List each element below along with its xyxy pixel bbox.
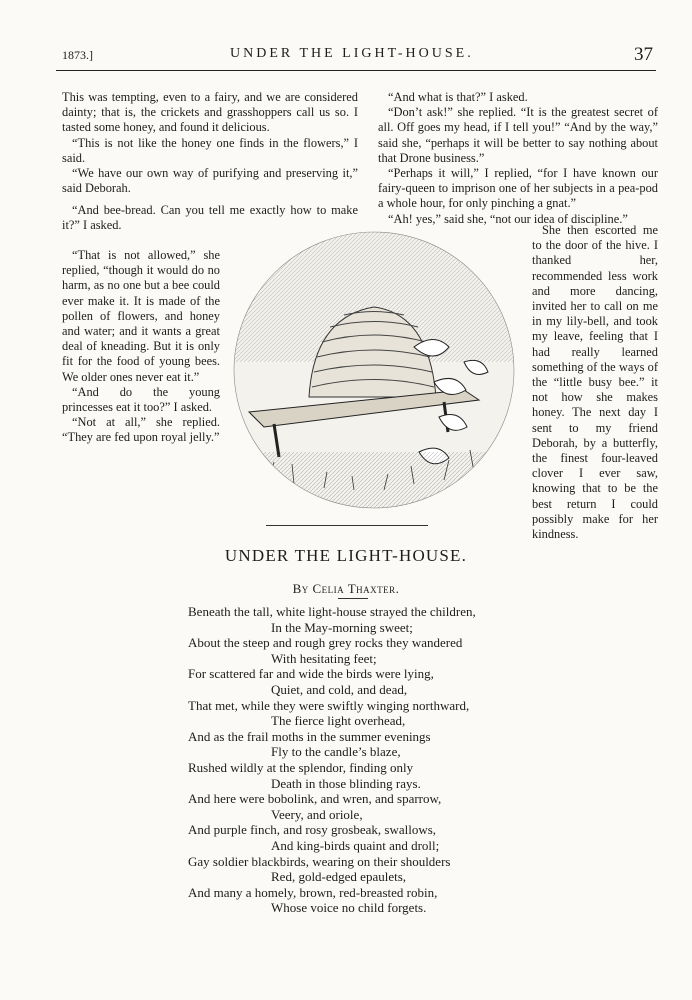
poem-line: Quiet, and cold, and dead, bbox=[271, 681, 408, 697]
poem-line: And many a homely, brown, red-breasted robin, bbox=[188, 884, 438, 900]
poem-line: For scattered far and wide the birds were lying, bbox=[188, 666, 434, 682]
right-narrow-text bbox=[532, 223, 658, 542]
poem-line: And as the frail moths in the summer evenings bbox=[188, 728, 431, 744]
paragraph: “Perhaps it will,” I replied, “for I have known our fairy-queen to imprison one of her subjects in a pea-pod a whole hour, for only pinching a gnat.” bbox=[378, 166, 658, 211]
running-title: UNDER THE LIGHT-HOUSE. bbox=[230, 46, 474, 61]
header-year: 1873.] bbox=[62, 48, 93, 62]
header-rule bbox=[56, 70, 656, 71]
poem-line: About the steep and rough grey rocks they wandered bbox=[188, 635, 463, 651]
poem-line: That met, while they were swiftly winging northward, bbox=[188, 697, 470, 713]
paragraph: “We have our own way of purifying and preserving it,” said Deborah. bbox=[62, 166, 358, 196]
poem-line: Red, gold-edged epaulets, bbox=[271, 869, 407, 885]
left-column-text bbox=[62, 90, 358, 202]
paragraph-bee-bread: “And bee-bread. Can you tell me exactly how to make it?” I asked. bbox=[62, 203, 358, 233]
poem-line: Beneath the tall, white light-house strayed the children, bbox=[188, 604, 476, 619]
poem-title: UNDER THE LIGHT-HOUSE. bbox=[224, 546, 468, 565]
poem-line: Rushed wildly at the splendor, finding only bbox=[188, 759, 414, 775]
paragraph: “Ah! yes,” said she, “not our idea of discipline.” bbox=[388, 211, 628, 226]
poem-line: With hesitating feet; bbox=[271, 650, 377, 666]
poem-line: Death in those blinding rays. bbox=[271, 775, 421, 791]
poem-line: Veery, and oriole, bbox=[271, 806, 363, 822]
byline-rule bbox=[338, 598, 368, 599]
poem-body bbox=[188, 604, 628, 916]
page-number: 37 bbox=[634, 44, 653, 65]
paragraph: “Don’t ask!” she replied. “It is the greatest secret of all. Off goes my head, if I tell you!” “And by the way,” said she, “perhaps it will be better to say nothing about that Drone business.” bbox=[378, 105, 658, 165]
poem-line: Whose voice no child forgets. bbox=[271, 900, 427, 916]
paragraph: “That is not allowed,” she replied, “though it would do no harm, as no one but a bee could ever make it. It is made of the pollen of flowers, and honey and water; and it wants a great deal of kneading. But it is only fit for the food of young bees. We older ones never eat it.” bbox=[62, 248, 220, 384]
poem-line: In the May-morning sweet; bbox=[271, 619, 413, 635]
poem-line: And king-birds quaint and droll; bbox=[271, 837, 440, 853]
paragraph: She then escorted me to the door of the hive. I thanked her, recommended less work and more dancing, invited her to call on me in my lily-bell, and took my leave, feeling that I had really learned something of the ways of the “little busy bee.” it not how she makes honey. The next day I sent to my friend Deborah, by a butterfly, the finest four-leaved clover I ever saw, knowing that to be the best return I could possibly make for her kindness. bbox=[532, 223, 658, 542]
right-column-text bbox=[378, 90, 658, 227]
beehive-illustration bbox=[224, 222, 526, 518]
paragraph: “This is not like the honey one finds in the flowers,” I said. bbox=[62, 135, 358, 165]
poem-line: The fierce light overhead, bbox=[271, 713, 406, 729]
section-divider bbox=[266, 525, 428, 526]
poem-byline: By Celia Thaxter. bbox=[292, 581, 400, 596]
left-narrow-text bbox=[62, 248, 220, 446]
poem-line: Fly to the candle’s blaze, bbox=[271, 744, 401, 760]
paragraph: “Not at all,” she replied. “They are fed upon royal jelly.” bbox=[62, 415, 220, 445]
poem-line: And here were bobolink, and wren, and sparrow, bbox=[188, 791, 442, 807]
poem-line: And purple finch, and rosy grosbeak, swallows, bbox=[188, 822, 437, 838]
paragraph: “And what is that?” I asked. bbox=[388, 90, 528, 104]
paragraph: This was tempting, even to a fairy, and we are considered dainty; that is, the crickets and grasshoppers call us so. I tasted some honey, and found it delicious. bbox=[62, 90, 358, 135]
paragraph: “And do the young princesses eat it too?” I asked. bbox=[62, 384, 220, 415]
poem-line: Gay soldier blackbirds, wearing on their shoulders bbox=[188, 853, 451, 869]
